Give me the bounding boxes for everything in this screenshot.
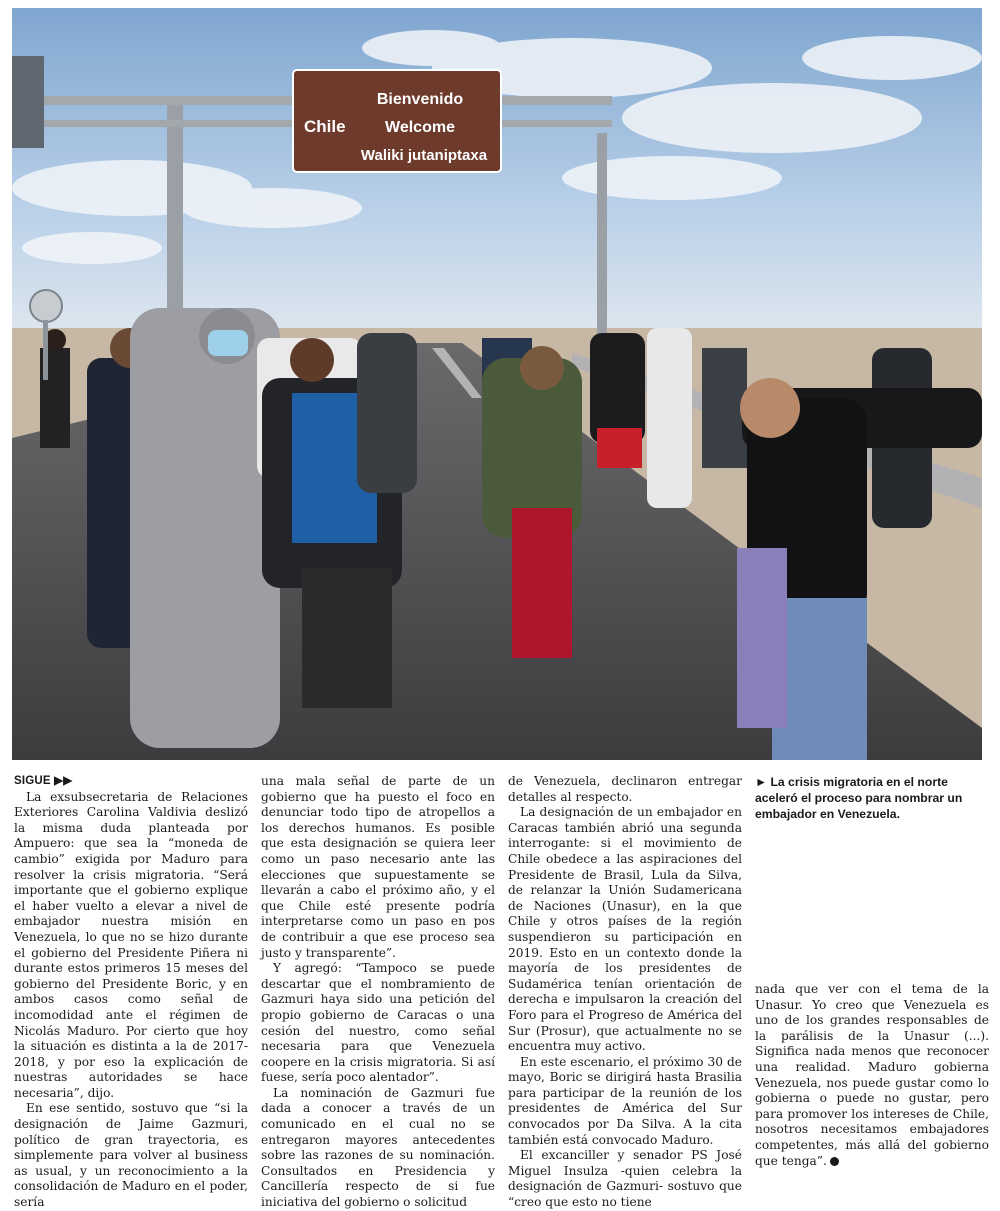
article-paragraph: de Venezuela, declinaron entregar detalles al respecto. xyxy=(508,774,742,804)
article-paragraph: La designación de un embajador en Caracas también abrió una segunda interrogante: si el movimiento de Chile obedece a las aspiraciones del Presidente de Brasil, Lula da Silva, de relanzar la Unión Sudamericana de Naciones (Unasur), en la que Chile y otros países de la región suspendieron su participación en 2019. Esto en un contexto donde la mayoría de los presidentes de Sudamérica tenían orientación de derecha e impulsaron la creación del Foro para el Progreso de América del Sur (Prosur), que actualmente no se encuentra muy activo. xyxy=(508,805,742,1054)
news-photo xyxy=(12,8,982,760)
article-paragraph: En este escenario, el próximo 30 de mayo, Boric se dirigirá hasta Brasilia para participar de la reunión de los presidentes de América del Sur convocados por Da Silva. A la cita también está convocado Maduro. xyxy=(508,1054,742,1147)
sign-brand: Chile xyxy=(304,117,346,136)
article-column-1 xyxy=(14,774,248,1211)
sign-line-3: Waliki jutaniptaxa xyxy=(360,147,488,164)
article-paragraph: nada que ver con el tema de la Unasur. Yo creo que Venezuela es uno de los grandes responsables de la parálisis de la Unasur (...). Significa nada menos que reconocer una realidad. Maduro gobierna Venezuela, nos puede gustar como lo gobierna o puede no gustar, pero para promover los intereses de Chile, nosotros necesitamos embajadores competentes, más allá del gobierno que tenga”. xyxy=(755,982,989,1168)
article-paragraph: En ese sentido, sostuvo que “si la designación de Jaime Gazmuri, político de gran trayectoria, es simplemente para volver al business as usual, y un reconocimiento a la consolidación de Maduro en el poder, sería xyxy=(14,1101,248,1210)
sign-line-1: Bienvenido xyxy=(376,91,464,108)
photo-caption: ► La crisis migratoria en el norte aceleró el proceso para nombrar un embajador en Venezuela. xyxy=(755,775,963,821)
article-body xyxy=(12,774,989,1210)
article-paragraph: La nominación de Gazmuri fue dada a conocer a través de un comunicado en el cual no se entregaron mayores antecedentes sobre las razones de su nominación. Consultados en Presidencia y Cancillería respecto de si fue iniciativa del gobierno o solicitud xyxy=(261,1085,495,1210)
article-paragraph: Y agregó: “Tampoco se puede descartar que el nombramiento de Gazmuri haya sido una petición del propio gobierno de Caracas o una cesión del nuestro, como señal necesaria para que Venezuela coopere en la crisis migratoria. Si así fuese, sería poco alentador”. xyxy=(261,961,495,1085)
article-paragraph: El excanciller y senador PS José Miguel Insulza -quien celebra la designación de Gazmuri- sostuvo que “creo que esto no tiene xyxy=(508,1148,742,1210)
article-paragraph: una mala señal de parte de un gobierno que ha puesto el foco en denunciar todo tipo de atropellos a los derechos humanos. Es posible que esta designación se quiera leer como un paso necesario ante las elecciones que supuestamente se llevarán a cabo el próximo año, y el que Chile esté presente podría interpretarse como un paso en pos de contribuir a que ese proceso sea justo y transparente”. xyxy=(261,774,495,960)
article-closing xyxy=(755,982,989,1169)
article-column-4 xyxy=(755,774,989,1168)
end-mark-icon xyxy=(830,1157,839,1166)
sign-line-2: Welcome xyxy=(385,119,455,136)
continuation-marker: SIGUE ▶▶ xyxy=(14,775,73,787)
article-column-3 xyxy=(508,774,742,1211)
article-paragraph: La exsubsecretaria de Relaciones Exteriores Carolina Valdivia deslizó la misma duda planteada por Ampuero: que sea la “moneda de cambio” exigida por Maduro para resolver la crisis migratoria. “Será importante que el gobierno explique el haber vuelto a elevar a nivel de embajador nuestra misión en Venezuela, lo que no se hizo durante el gobierno del Presidente Piñera ni durante estos primeros 15 meses del gobierno del Presidente Boric, y en ambos casos como señal de incomodidad ante el régimen de Nicolás Maduro. Por cierto que hoy la situación es distinta a la de 2017-2018, y por eso la explicación de nuestras autoridades se hace necesaria”, dijo. xyxy=(14,789,248,1100)
article-column-2 xyxy=(261,774,495,1211)
